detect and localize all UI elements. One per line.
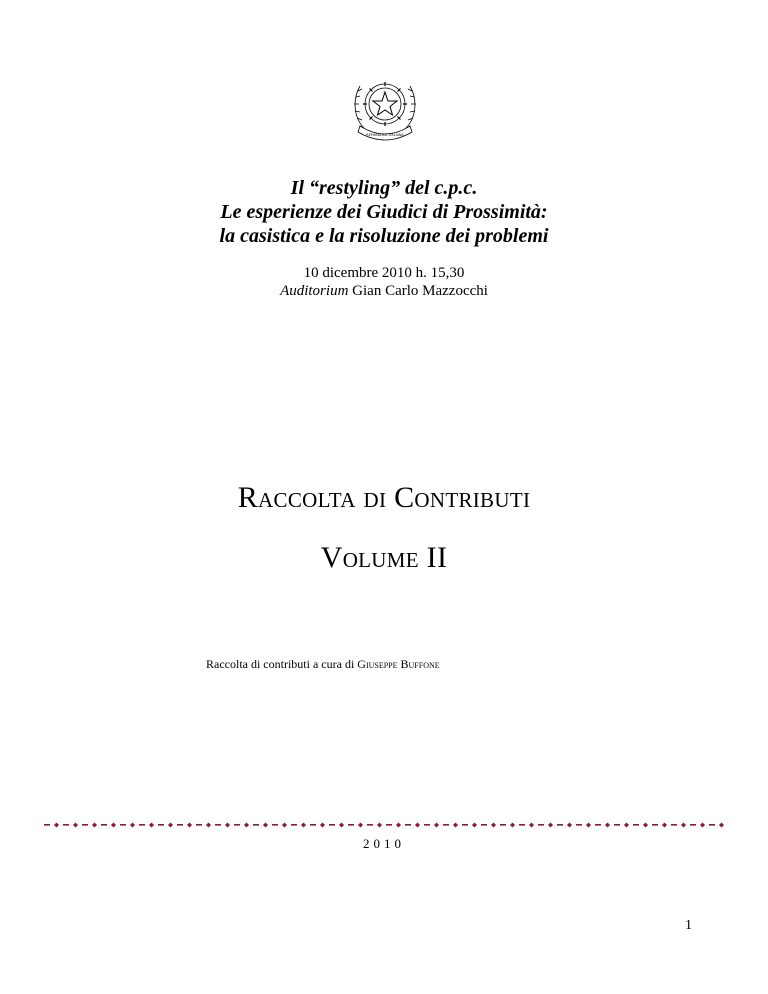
divider-diamond	[377, 823, 382, 828]
page-number: 1	[685, 918, 692, 933]
venue-italic: Auditorium	[280, 283, 349, 299]
divider-dash	[196, 824, 202, 826]
divider-dash	[310, 824, 316, 826]
divider-dash	[63, 824, 69, 826]
divider-diamond	[700, 823, 705, 828]
divider-dash	[519, 824, 525, 826]
divider-diamond	[605, 823, 610, 828]
divider-dash	[405, 824, 411, 826]
divider-diamond	[263, 823, 268, 828]
document-title	[0, 176, 768, 248]
divider-dash	[481, 824, 487, 826]
divider-dash	[538, 824, 544, 826]
curator-line	[206, 656, 440, 672]
divider-diamond	[339, 823, 344, 828]
divider-diamond	[244, 823, 249, 828]
volume-title: Volume II	[320, 541, 448, 574]
divider-diamond	[491, 823, 496, 828]
divider-dash	[120, 824, 126, 826]
title-line-1: Il “restyling” del c.p.c.	[290, 177, 478, 199]
divider-dash	[234, 824, 240, 826]
divider-diamond	[719, 823, 724, 828]
divider-diamond	[111, 823, 116, 828]
divider-diamond	[529, 823, 534, 828]
divider-diamond	[92, 823, 97, 828]
divider-dash	[424, 824, 430, 826]
divider-dash	[348, 824, 354, 826]
divider-diamond	[434, 823, 439, 828]
divider-dash	[557, 824, 563, 826]
divider-dash	[177, 824, 183, 826]
divider-diamond	[681, 823, 686, 828]
emblem-italian-republic-icon	[350, 70, 420, 142]
divider-diamond	[415, 823, 420, 828]
divider-dash	[329, 824, 335, 826]
divider-diamond	[54, 823, 59, 828]
divider-diamond	[662, 823, 667, 828]
divider-diamond	[472, 823, 477, 828]
ornament-divider	[42, 817, 726, 827]
title-line-2: Le esperienze dei Giudici di Prossimità:	[220, 201, 548, 223]
divider-dash	[462, 824, 468, 826]
event-details	[0, 264, 768, 300]
divider-diamond	[301, 823, 306, 828]
curator-prefix: Raccolta di contributi a cura di	[206, 657, 355, 671]
divider-diamond	[282, 823, 287, 828]
divider-dash	[139, 824, 145, 826]
divider-diamond	[187, 823, 192, 828]
divider-dash	[595, 824, 601, 826]
divider-dash	[272, 824, 278, 826]
curator-name: Giuseppe Buffone	[357, 657, 440, 671]
divider-dash	[386, 824, 392, 826]
divider-dash	[215, 824, 221, 826]
divider-diamond	[149, 823, 154, 828]
divider-diamond	[586, 823, 591, 828]
divider-diamond	[73, 823, 78, 828]
divider-dash	[709, 824, 715, 826]
event-datetime: 10 dicembre 2010 h. 15,30	[303, 265, 465, 281]
divider-dash	[614, 824, 620, 826]
divider-dash	[291, 824, 297, 826]
svg-text:REPUBBLICA ITALIANA: REPUBBLICA ITALIANA	[366, 133, 404, 137]
divider-diamond	[548, 823, 553, 828]
divider-dash	[44, 824, 50, 826]
divider-dash	[652, 824, 658, 826]
divider-dash	[576, 824, 582, 826]
divider-diamond	[453, 823, 458, 828]
divider-dash	[690, 824, 696, 826]
event-venue	[0, 282, 768, 300]
divider-diamond	[358, 823, 363, 828]
divider-diamond	[168, 823, 173, 828]
divider-diamond	[206, 823, 211, 828]
divider-diamond	[396, 823, 401, 828]
publication-year: 2010	[363, 836, 405, 851]
divider-dash	[443, 824, 449, 826]
divider-diamond	[130, 823, 135, 828]
divider-diamond	[643, 823, 648, 828]
divider-diamond	[510, 823, 515, 828]
divider-diamond	[225, 823, 230, 828]
divider-dash	[101, 824, 107, 826]
collection-title: Raccolta di Contributi	[237, 481, 531, 514]
divider-diamond	[624, 823, 629, 828]
title-line-3: la casistica e la risoluzione dei problemi	[219, 225, 549, 247]
divider-dash	[671, 824, 677, 826]
divider-dash	[367, 824, 373, 826]
divider-dash	[500, 824, 506, 826]
venue-name: Gian Carlo Mazzocchi	[352, 283, 488, 299]
divider-diamond	[567, 823, 572, 828]
divider-dash	[158, 824, 164, 826]
divider-dash	[253, 824, 259, 826]
divider-dash	[633, 824, 639, 826]
divider-diamond	[320, 823, 325, 828]
divider-dash	[82, 824, 88, 826]
